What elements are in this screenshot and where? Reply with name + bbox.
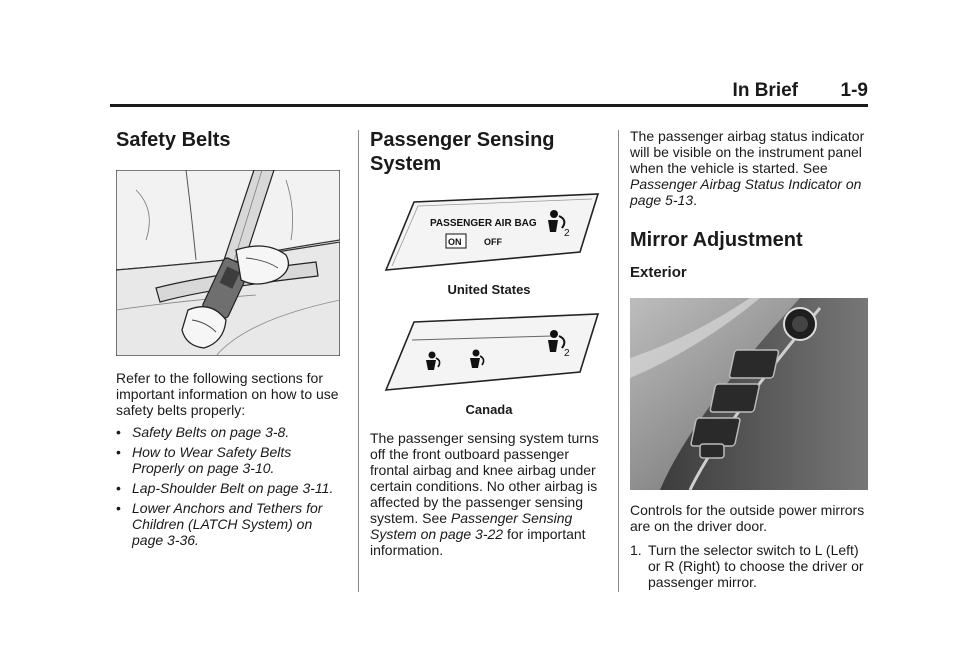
page-number: 1-9 [840, 80, 868, 101]
panel-label: PASSENGER AIR BAG [430, 218, 537, 229]
step-text: Turn the selector switch to L (Left) or R (Right) to choose the driver or passenger mirror. [648, 542, 864, 590]
body-text-tail: for important information. [370, 526, 586, 558]
page-header [110, 80, 868, 104]
header-rule [110, 104, 868, 107]
panel-off-label: OFF [484, 237, 502, 247]
airbag-icon-subscript: 2 [564, 228, 570, 239]
mirror-controls-text: Controls for the outside power mirrors are on the driver door. [630, 502, 865, 534]
list-item: • Lap-Shoulder Belt on page 3-11. [116, 480, 344, 496]
caption-united-states: United States [447, 282, 531, 297]
airbag-icon-subscript: 2 [564, 348, 570, 359]
list-item [630, 542, 870, 590]
panel-on-label: ON [448, 237, 462, 247]
column-mirror-adjustment [630, 128, 870, 590]
passenger-sensing-body [370, 430, 608, 558]
safety-belts-intro: Refer to the following sections for important information on how to use safety belts properly: [116, 370, 339, 418]
column-divider [358, 130, 359, 592]
body-text: The passenger airbag status indicator will be visible on the instrument panel when the vehicle is started. See [630, 128, 865, 176]
exterior-subheading: Exterior [630, 264, 687, 281]
cross-reference: Passenger Airbag Status Indicator on page 5-13 [630, 176, 862, 208]
list-item: • Safety Belts on page 3-8. [116, 424, 344, 440]
passenger-sensing-heading: Passenger Sensing System [370, 129, 555, 175]
mirror-controls-photo [630, 298, 868, 490]
body-text-tail: . [693, 192, 697, 208]
mirror-adjustment-heading: Mirror Adjustment [630, 229, 803, 251]
mirror-steps [630, 542, 870, 590]
canada-airbag-panel-illustration [384, 312, 604, 392]
column-divider [618, 130, 619, 592]
section-title: In Brief [732, 80, 798, 101]
list-item: • Lower Anchors and Tethers for Children (LATCH System) on page 3-36. [116, 500, 344, 548]
column-safety-belts [116, 128, 344, 552]
safety-belts-heading: Safety Belts [116, 129, 231, 151]
body-text: The passenger sensing system turns off the front outboard passenger frontal airbag and knee airbag under certain conditions. No other airbag is affected by the passenger sensing system. See [370, 430, 599, 526]
column-passenger-sensing [370, 128, 608, 558]
airbag-indicator-text [630, 128, 870, 208]
us-airbag-panel-illustration [384, 192, 604, 272]
safety-belts-bullet-list [116, 424, 344, 548]
safety-belt-illustration [116, 170, 340, 356]
step-number: 1. [630, 542, 642, 558]
cross-reference: Passenger Sensing System on page 3-22 [370, 510, 573, 542]
list-item: • How to Wear Safety Belts Properly on page 3-10. [116, 444, 344, 476]
caption-canada: Canada [465, 402, 513, 417]
